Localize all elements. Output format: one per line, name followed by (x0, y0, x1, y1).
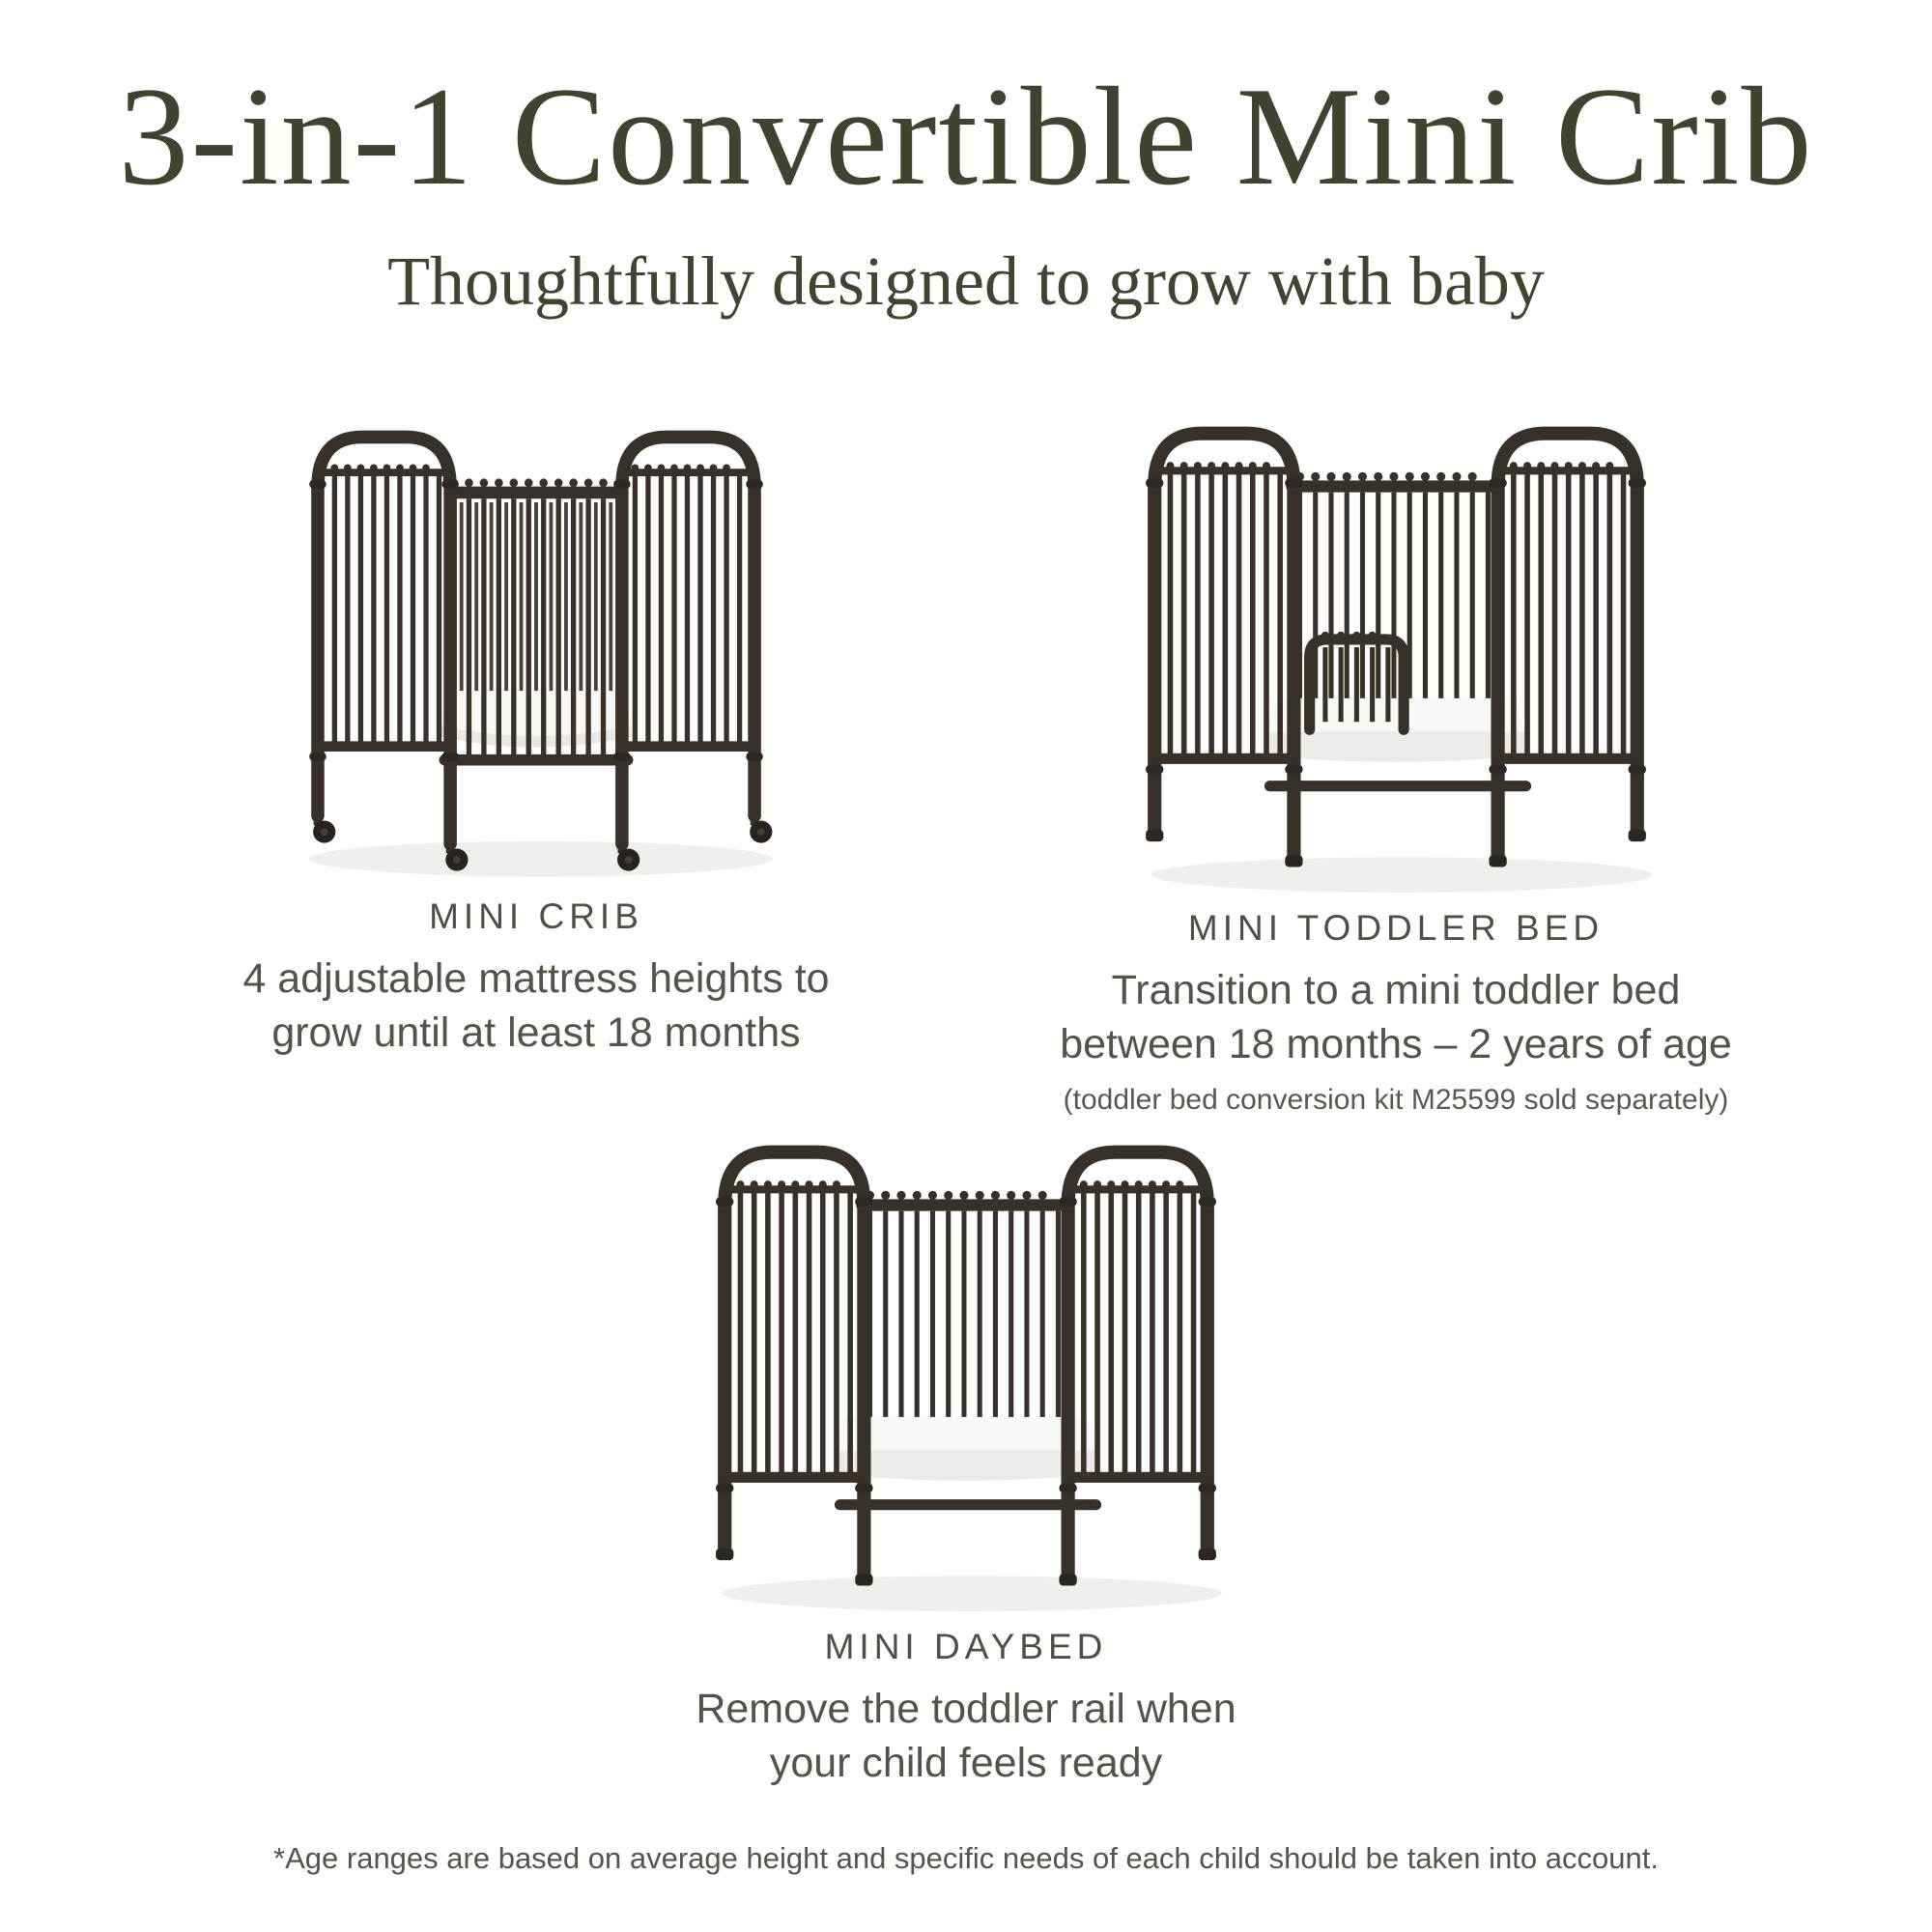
mini-daybed-label: MINI DAYBED (824, 1627, 1108, 1666)
back-side (856, 1195, 1073, 1423)
mini-toddler-bed-description-line2: between 18 months – 2 years of age (1060, 1020, 1732, 1067)
age-disclaimer-footnote: *Age ranges are based on average height and specific needs of each child should be taken into account. (273, 1841, 1659, 1875)
right-end-panel (1059, 1152, 1215, 1577)
right-end-panel (1489, 434, 1645, 858)
mini-toddler-bed-description (1060, 964, 1732, 1072)
mini-crib-label: MINI CRIB (429, 896, 643, 936)
mini-daybed-description-line2: your child feels ready (769, 1739, 1163, 1786)
mini-toddler-bed-description-line1: Transition to a mini toddler bed (1111, 967, 1681, 1013)
left-end-panel (309, 437, 459, 843)
mattress (837, 1417, 1095, 1481)
page-subtitle: Thoughtfully designed to grow with baby (387, 242, 1545, 320)
mini-crib-illustration (256, 394, 816, 889)
mini-toddler-bed-label: MINI TODDLER BED (1187, 908, 1605, 948)
section-mini-toddler-bed (990, 390, 1802, 1117)
mini-crib-description-line2: grow until at least 18 months (271, 1009, 801, 1056)
floor-shadow (1151, 857, 1652, 893)
floor-shadow (309, 841, 772, 877)
mini-crib-description-line1: 4 adjustable mattress heights to (242, 955, 830, 1002)
mini-toddler-bed-illustration (1082, 390, 1710, 900)
toddler-rail (1310, 636, 1404, 729)
floor-shadow (722, 1576, 1222, 1611)
mini-daybed-illustration (652, 1109, 1280, 1619)
mini-daybed-description-line1: Remove the toddler rail when (696, 1686, 1236, 1732)
mini-crib-description (242, 952, 829, 1061)
page-title: 3-in-1 Convertible Mini Crib (118, 58, 1814, 214)
section-mini-daybed (560, 1109, 1372, 1791)
mini-toddler-bed-note: (toddler bed conversion kit M25599 sold separately) (1063, 1083, 1729, 1116)
right-end-panel (613, 437, 763, 843)
section-mini-crib (130, 394, 942, 1061)
left-end-panel (1146, 434, 1302, 858)
back-side (1286, 476, 1503, 704)
left-end-panel (716, 1152, 872, 1577)
mini-daybed-description (696, 1683, 1236, 1791)
